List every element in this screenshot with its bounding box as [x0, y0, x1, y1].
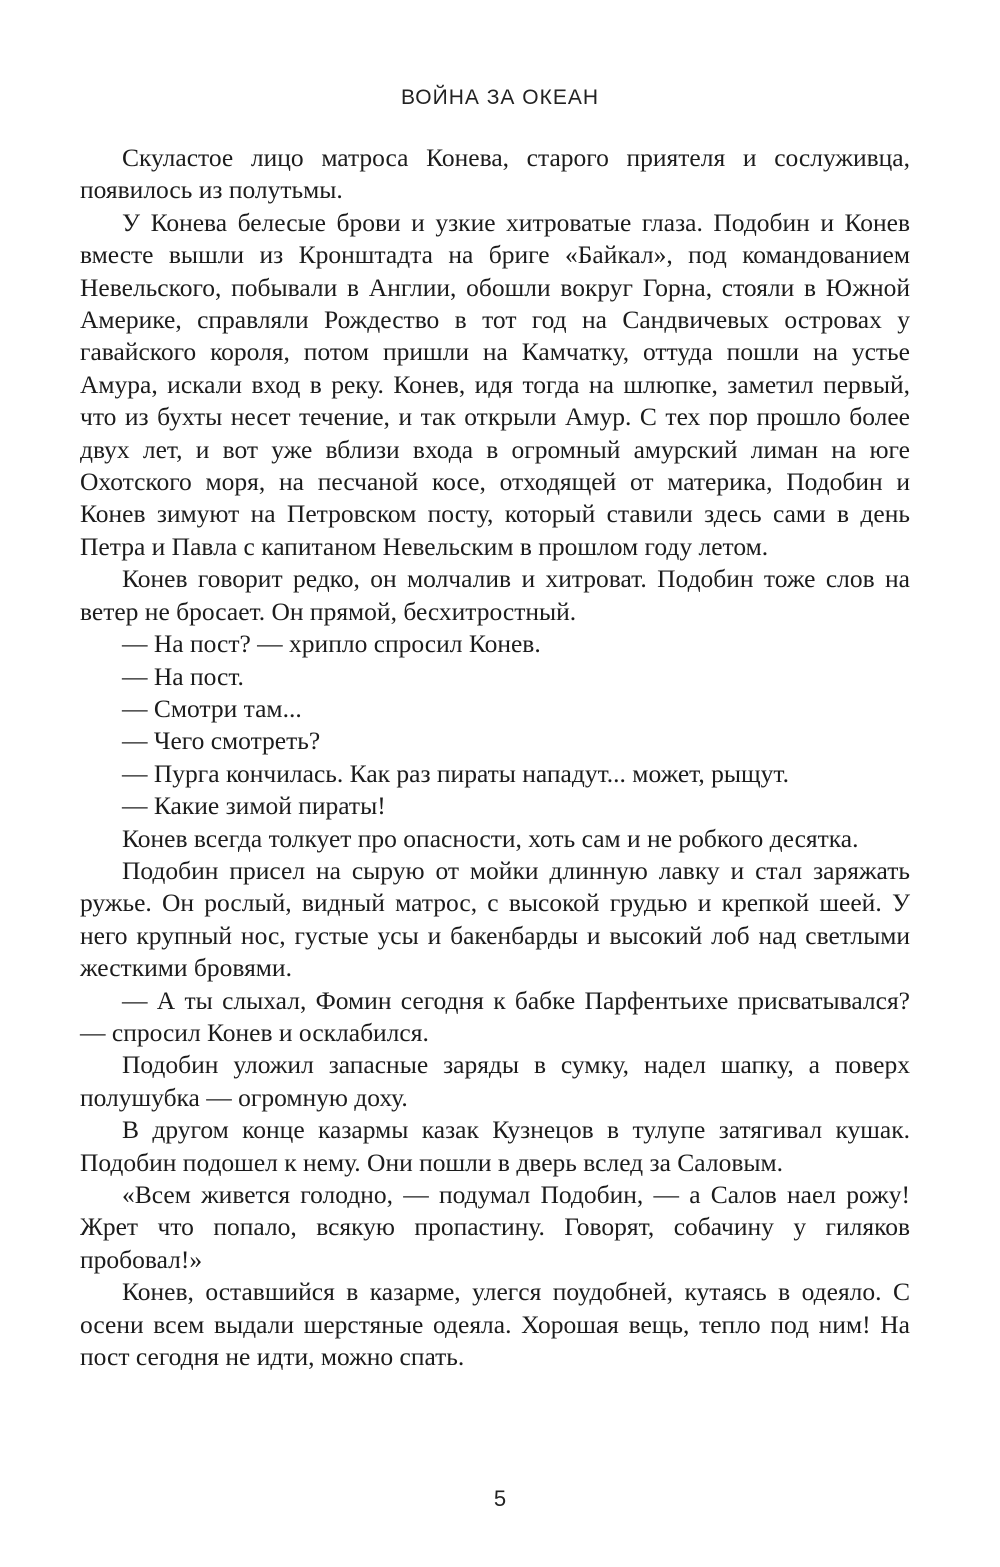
paragraph: В другом конце казармы казак Кузнецов в тулупе затягивал кушак. Подобин подошел к нему. Они пошли в дверь вслед за Саловым. [80, 1115, 910, 1177]
dialogue-line: — Пурга кончилась. Как раз пираты нападут... может, рыщут. [122, 758, 790, 788]
body-text [80, 142, 910, 1373]
paragraph: Подобин присел на сырую от мойки длинную лавку и стал заряжать ружье. Он рослый, видный матрос, с высокой грудью и крепкой шеей. У него крупный нос, густые усы и бакенбарды и высокий лоб над светлыми жесткими бровями. [80, 855, 910, 983]
dialogue-line: — Смотри там... [122, 693, 302, 723]
dialogue-line: — На пост? — хрипло спросил Конев. [122, 629, 541, 659]
paragraph: Подобин уложил запасные заряды в сумку, надел шапку, а поверх полушубка — огромную доху. [80, 1050, 910, 1112]
page-number: 5 [493, 1486, 507, 1511]
paragraph: Конев, оставшийся в казарме, улегся поудобней, кутаясь в одеяло. С осени всем выдали шерстяные одеяла. Хорошая вещь, тепло под ним! На пост сегодня не идти, можно спать. [80, 1277, 910, 1372]
paragraph: У Конева белесые брови и узкие хитроватые глаза. Подобин и Конев вместе вышли из Кронштадта на бриге «Байкал», под командованием Невельского, побывали в Англии, обошли вокруг Горна, стояли в Южной Америке, справляли Рождество в тот год на Сандвичевых островах у гавайского короля, потом пришли на Камчатку, оттуда пошли на устье Амура, искали вход в реку. Конев, идя тогда на шлюпке, заметил первый, что из бухты несет течение, и так открыли Амур. С тех пор прошло более двух лет, и вот уже вблизи входа в огромный амурский лиман на юге Охотского моря, на песчаной косе, отходящей от материка, Подобин и Конев зимуют на Петровском посту, который ставили здесь сами в день Петра и Павла с капитаном Невельским в прошлом году летом. [80, 207, 910, 561]
dialogue-line: — А ты слыхал, Фомин сегодня к бабке Парфентьихе присватывался? — спросил Конев и осклабился. [80, 985, 910, 1047]
running-title: ВОЙНА ЗА ОКЕАН [400, 86, 600, 109]
paragraph: Конев говорит редко, он молчалив и хитроват. Подобин тоже слов на ветер не бросает. Он прямой, бесхитростный. [80, 564, 910, 626]
dialogue-line: — Чего смотреть? [122, 726, 321, 756]
paragraph: «Всем живется голодно, — подумал Подобин, — а Салов наел рожу! Жрет что попало, всякую пропастину. Говорят, собачину у гиляков пробовал!» [80, 1180, 910, 1274]
paragraph: Конев всегда толкует про опасности, хоть сам и не робкого десятка. [122, 823, 859, 853]
dialogue-line: — Какие зимой пираты! [122, 791, 386, 821]
paragraph: Скуластое лицо матроса Конева, старого приятеля и сослуживца, появилось из полутьмы. [80, 143, 910, 205]
dialogue-line: — На пост. [122, 661, 244, 691]
